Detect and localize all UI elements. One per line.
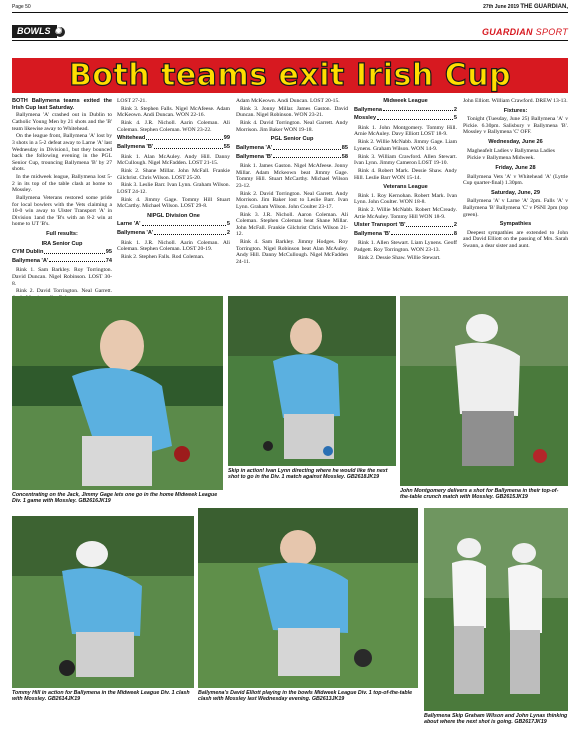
score-line bbox=[117, 221, 230, 228]
team-name: CYM Dublin bbox=[12, 249, 44, 256]
team-score: 99 bbox=[223, 135, 230, 142]
team-score: 2 bbox=[453, 106, 457, 113]
rink-result: Rink 3. Jonny Millar. James Gaston. David Duncan. Nigel Robinson. WON 23-21. bbox=[236, 105, 348, 119]
rink-result: Rink 4. Jimmy Gage. Tommy Hill Stuart McCarthy. Michael Wilson. LOST 29-8. bbox=[117, 196, 230, 210]
bowler-photo-image bbox=[12, 296, 223, 490]
score-line bbox=[354, 222, 457, 229]
paragraph: Ballymena Veterans restored some pride for local bowlers with the Vets claiming a 10-0 win away to Ulster Transport 'A' in Division 1and the 'B's with an 8-2 win at home to UT 'B's. bbox=[12, 195, 112, 228]
fixture-text: Ballymena 'A' v Larne 'A' 2pm. Falls 'A' v Ballymena 'B' Ballymena 'C' v PSNI 2pm (top green). bbox=[463, 198, 568, 218]
section-tag-label: BOWLS bbox=[12, 25, 57, 38]
team-name: Ballymena 'A' bbox=[236, 144, 273, 151]
photo-caption: Ballymena's David Elliott playing in the bowls Midweek League Div. 1 top-of-the-table clash with Mossley last Wednesday evening. GB2613JK19 bbox=[198, 690, 413, 703]
rink-result: LOST 27-21. bbox=[117, 98, 147, 104]
photo-caption: Ballymena Skip Graham Wilson and John Lynas thinking about where the next shot is going. GB2617JK19 bbox=[424, 713, 568, 726]
bowler-photo-image bbox=[400, 296, 568, 486]
paragraph: Ballymena 'A' crashed out in Dublin to Catholic Young Men by 21 shots and the 'B' team likewise away to Whitehead. bbox=[12, 112, 112, 132]
brand-logo bbox=[482, 27, 568, 37]
team-name: Mossley bbox=[354, 115, 377, 122]
photo-caption: Skip in action! Ivan Lynn directing where he would like the next shot to go in the Div. 1 match against Mossley. GB2618JK19 bbox=[228, 468, 388, 481]
rink-result: Adam McKeown. Andi Duncan. LOST 20-15. bbox=[236, 98, 340, 104]
paragraph: On the league front, Ballymena 'A' lost by 3 shots in a 5-2 defeat away to Larne 'A' last Wednesday in Division1, but they bounced back the following evening in the PGL Senior Cup, trouncing Ballymena 'B' by 27 shots. bbox=[12, 133, 112, 173]
photo-david-elliott bbox=[198, 508, 418, 688]
article-column-5 bbox=[463, 98, 568, 251]
photo-jimmy-gage bbox=[12, 296, 223, 490]
subheading: IRA Senior Cup bbox=[41, 240, 83, 247]
article-column-2 bbox=[117, 98, 230, 262]
rink-result: Rink 2. Stephen Falls. Rod Coleman. bbox=[121, 254, 205, 260]
rink-result: Rink 1. John Montgomery. Tommy Hill. Arnie McAuley. Davy Elliott LOST 18-9. bbox=[354, 124, 457, 138]
team-name: Ballymena bbox=[354, 106, 382, 113]
section-tag bbox=[12, 25, 65, 38]
team-score: 2 bbox=[226, 230, 230, 237]
fixture-text: Magheafelt Ladies v Ballymena Ladies bbox=[467, 147, 555, 154]
team-score: 5 bbox=[226, 221, 230, 228]
team-name: Ballymena 'B' bbox=[117, 143, 154, 150]
rink-result: Rink 1. Alan McAuley. Andy Hill. Danny McCullough. Nigel McFadden. LOST 21-15. bbox=[117, 153, 230, 167]
subheading: PGL Senior Cup bbox=[270, 136, 314, 143]
issue-info bbox=[483, 4, 568, 10]
subheading: Veterans League bbox=[383, 184, 428, 191]
paragraph: In the midweek league, Ballymena lost 5-2 in its top of the table clash at home to Mossley. bbox=[12, 174, 112, 194]
paper-name: THE GUARDIAN, bbox=[520, 4, 568, 10]
rink-result: Rink 4. Robert Mark. Dessie Shaw. Andy Hill. Leslie Barr WON 15-14. bbox=[354, 167, 457, 181]
team-score: 74 bbox=[105, 257, 112, 264]
subheading: Full results: bbox=[46, 231, 78, 238]
photo-tommy-hill bbox=[12, 516, 194, 688]
team-score: 2 bbox=[453, 222, 457, 229]
photo-caption: Concentrating on the Jack, Jimmy Gage lets one go in the home Midweek League Div. 1 game with Mossley. GB2616JK19 bbox=[12, 492, 218, 505]
subheading: Wednesday, June 26 bbox=[488, 138, 543, 145]
score-line bbox=[236, 145, 348, 152]
team-score: 58 bbox=[341, 153, 348, 160]
bowler-photo-image bbox=[12, 516, 194, 688]
fixture-text: Ballymena Vets 'A' v Whitehead 'A' (Lyttle Cup quarter-final) 1.30pm. bbox=[463, 173, 568, 187]
top-rule bbox=[12, 12, 568, 13]
rink-result: John Elliott. William Crawford. DREW 13-13. bbox=[463, 98, 568, 104]
headline-banner bbox=[12, 58, 568, 93]
team-name: Ballymena 'A' bbox=[117, 230, 154, 237]
team-name: Ballymena 'B' bbox=[354, 230, 391, 237]
rink-result: Rink 2. Dessie Shaw. Willie Stewart. bbox=[358, 254, 441, 261]
score-line bbox=[117, 144, 230, 151]
rink-result: Rink 4. David Torrington. Neal Garrett. Andy Morrison. Jim Baker WON 19-18. bbox=[236, 120, 348, 133]
section-rule bbox=[12, 40, 568, 41]
rink-result: Rink 1. James Gaston. Nigel McAfeese. Jonny Millar. Adam Mckeown beat Jimmy Gage. Tommy Hill. Stuart McCarthy. Michael Wilson 23-12. bbox=[236, 163, 348, 189]
article-column-4 bbox=[354, 98, 457, 263]
bowler-photo-image bbox=[198, 508, 418, 688]
rink-result: Rink 3. Stephen Falls. Nigel McAfeese. Adam McKeown. Andi Duncan. WON 22-16. bbox=[117, 105, 230, 119]
headline: Both teams exit Irish Cup bbox=[68, 58, 512, 93]
article-column-1 bbox=[12, 98, 112, 303]
team-name: Whitehead bbox=[117, 135, 146, 142]
rink-result: Rink 1. Roy Kernohan. Robert Mark. Ivan Lynn. John Coulter. WON 18-8. bbox=[354, 192, 457, 206]
score-line bbox=[12, 249, 112, 256]
page-number: Page 50 bbox=[12, 4, 31, 10]
team-score: 8 bbox=[453, 230, 457, 237]
rink-result: Rink 4. J.R. Nicholl. Aarin Coleman. Ali Coleman. Stephen Coleman. WON 23-22. bbox=[117, 120, 230, 133]
subheading: NIPGL Division One bbox=[147, 212, 200, 219]
score-line bbox=[117, 230, 230, 237]
photo-john-montgomery bbox=[400, 296, 568, 486]
article-column-3 bbox=[236, 98, 348, 267]
team-score: 95 bbox=[105, 249, 112, 256]
subheading: Sympathies bbox=[499, 221, 532, 228]
score-line bbox=[236, 154, 348, 161]
team-name: Larne 'A' bbox=[117, 221, 141, 228]
fixture-text: Tonight (Tuesday, June 25) Ballymena 'A' v Pickie. 6.30pm. Salisbury v Ballymena 'B'. Mossley v Ballymena 'C' OFF. bbox=[463, 116, 568, 136]
rink-result: Rink 2. David Torrington. Neal Garrett. bbox=[16, 288, 112, 295]
rink-result: Rink 4. Sam Barkley. Jimmy Hodges. Roy Torrington. Nigel Robinson beat Alan McAuley. Andy Hill. Danny McCullough. Nigel McFadden 24-11. bbox=[236, 239, 348, 265]
team-name: Ulster Transport 'B' bbox=[354, 222, 406, 229]
rink-result: Rink 2. Willie McNabb. Robert McCready. Artie McAuley. Tommy Hill WON 18-9. bbox=[354, 207, 457, 220]
bowler-photo-image bbox=[424, 508, 568, 711]
issue-date: 27th June 2019 bbox=[483, 4, 519, 10]
rink-result: Rink 3. Leslie Barr. Ivan Lynn. Graham Wilson. LOST 24-12. bbox=[117, 182, 230, 195]
brand-name: GUARDIAN bbox=[481, 27, 533, 37]
fixture-text: Pickie v Ballymena Midweek. bbox=[467, 155, 535, 162]
rink-result: Rink 1. J.R. Nicholl. Aarin Coleman. Ali Coleman. Stephen Coleman. LOST 20-19. bbox=[117, 239, 230, 253]
score-line bbox=[354, 115, 457, 122]
photo-caption: Tommy Hill in action for Ballymena in the Midweek League Div. 1 clash with Mossley. GB2614JK19 bbox=[12, 690, 190, 703]
rink-result: Rink 3. William Crawford. Allen Stewart. Ivan Lynn. Jimmy Cameron LOST 19-10. bbox=[354, 153, 457, 167]
rink-result: Rink 1. Sam Barkley. Roy Torrington. David Duncan. Nigel Robinson. LOST 30-8. bbox=[12, 267, 112, 287]
score-line bbox=[117, 135, 230, 142]
subheading: Friday, June 28 bbox=[495, 164, 536, 171]
bowl-icon bbox=[55, 27, 65, 37]
team-name: Ballymena 'A' bbox=[12, 257, 49, 264]
team-score: 55 bbox=[223, 143, 230, 150]
photo-ivan-lynn bbox=[228, 296, 396, 466]
team-score: 85 bbox=[341, 144, 348, 151]
subheading: Fixtures: bbox=[503, 107, 528, 114]
team-score: 5 bbox=[453, 115, 457, 122]
rink-result: Rink 2. Willie McNabb. Jimmy Gage. Liam Lynens. Graham Wilson. WON 14-9. bbox=[354, 139, 457, 152]
photo-caption: John Montgomery delivers a shot for Ballymena in their top-of-the-table crunch match with Mossley. GB2615JK19 bbox=[400, 488, 559, 501]
brand-sport: SPORT bbox=[535, 27, 568, 37]
rink-result: Rink 2. David Torrington. Neal Garrett. Andy Morrison. Jim Baker lost to Leslie Barr. Ivan Lynn. Graham Wilson. John Coulter 23-17. bbox=[236, 190, 348, 210]
rink-result: Rink 2. Shane Millar. John McFall. Frankie Gilchrist. Chris Wilson. LOST 25-20. bbox=[117, 167, 230, 181]
team-name: Ballymena 'B' bbox=[236, 153, 273, 160]
score-line bbox=[12, 258, 112, 265]
rink-result: Rink 3. J.R. Nicholl. Aaron Coleman. Ali Coleman. Stephen Coleman beat Shane Millar. John McFall. Frankie Gilchrist Chris Wilson 21-12. bbox=[236, 211, 348, 238]
subheading: Saturday, June, 29 bbox=[490, 189, 541, 196]
photo-graham-wilson-john-lynas bbox=[424, 508, 568, 711]
bowler-photo-image bbox=[228, 296, 396, 466]
score-line bbox=[354, 107, 457, 114]
rink-result: Rink 1. Allen Stewart. Liam Lynens. Geoff Padgett. Roy Torrington. WON 23-13. bbox=[354, 240, 457, 254]
fixture-text: Deepest sympathies are extended to John and David Elliott on the passing of Mrs. Sarah Swann, a dear sister and aunt. bbox=[463, 229, 568, 249]
subheading: Midweek League bbox=[383, 98, 428, 104]
score-line bbox=[354, 231, 457, 238]
article-lead: BOTH Ballymena teams exited the Irish Cup last Saturday. bbox=[12, 98, 112, 111]
